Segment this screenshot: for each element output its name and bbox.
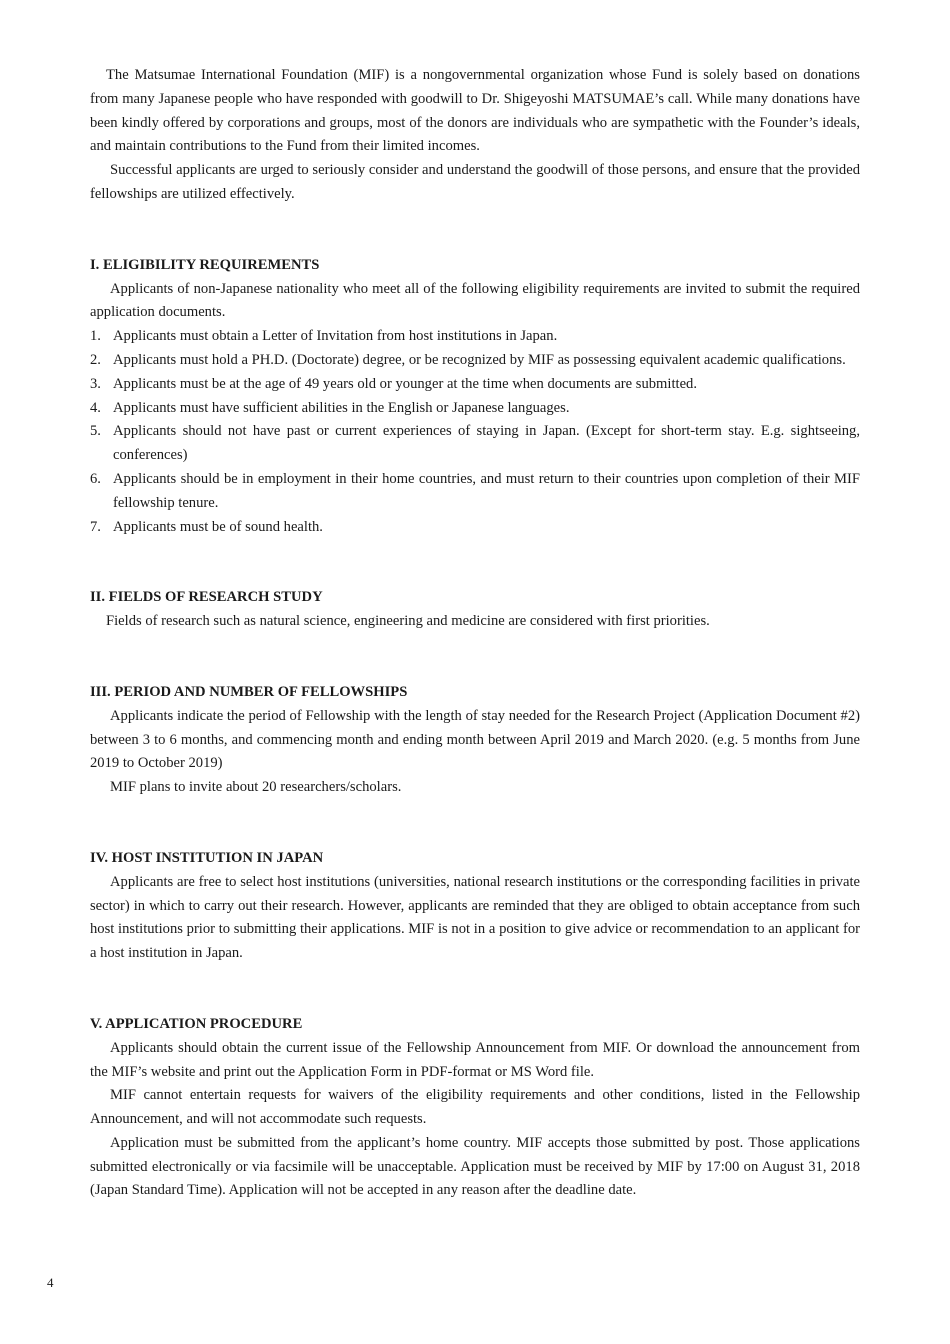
list-item — [90, 325, 860, 349]
list-item — [90, 420, 860, 468]
eligibility-list — [90, 325, 860, 539]
list-item-text: Applicants should be in employment in their home countries, and must return to their countries upon completion of their MIF fellowship tenure. — [113, 470, 860, 511]
list-item-number: 6. — [90, 470, 101, 487]
intro-paragraph: The Matsumae International Foundation (MIF) is a nongovernmental organization whose Fund is solely based on donations from many Japanese people who have responded with goodwill to Dr. Shigeyoshi MATSUMAE’s call. While many donations have been kindly offered by corporations and groups, most of the donors are individuals who are sympathetic with the Founder’s ideals, and maintain contributions to the Fund from their limited incomes. — [90, 67, 860, 155]
list-item-text: Applicants must be at the age of 49 years old or younger at the time when documents are submitted. — [113, 375, 697, 392]
list-item-text: Applicants should not have past or current experiences of staying in Japan. (Except for short-term stay. E.g. sightseeing, conferences) — [113, 423, 860, 464]
list-item-text: Applicants must obtain a Letter of Invitation from host institutions in Japan. — [113, 328, 558, 345]
eligibility-intro: Applicants of non-Japanese nationality who meet all of the following eligibility requirements are invited to submit the required application documents. — [90, 280, 860, 321]
list-item-number: 1. — [90, 328, 101, 345]
list-item-text: Applicants must be of sound health. — [113, 518, 323, 535]
intro-section — [90, 64, 860, 207]
list-item — [90, 373, 860, 397]
document-page — [90, 64, 860, 1203]
host-section — [90, 847, 860, 966]
procedure-paragraph: Applicants should obtain the current issue of the Fellowship Announcement from MIF. Or download the announcement from the MIF’s website and print out the Application Form in PDF-format or MS Word file. — [90, 1039, 860, 1080]
section-heading: III. PERIOD AND NUMBER OF FELLOWSHIPS — [90, 683, 408, 700]
fields-text: Fields of research such as natural science, engineering and medicine are considered with first priorities. — [106, 613, 710, 630]
section-heading: II. FIELDS OF RESEARCH STUDY — [90, 589, 323, 606]
section-heading: IV. HOST INSTITUTION IN JAPAN — [90, 849, 324, 866]
fields-section — [90, 586, 860, 634]
list-item — [90, 349, 860, 373]
period-paragraph: MIF plans to invite about 20 researchers/scholars. — [110, 779, 402, 796]
period-section — [90, 681, 860, 800]
list-item — [90, 468, 860, 516]
list-item-number: 3. — [90, 375, 101, 392]
period-paragraph: Applicants indicate the period of Fellowship with the length of stay needed for the Research Project (Application Document #2) between 3 to 6 months, and commencing month and ending month between April 2019 and March 2020. (e.g. 5 months from June 2019 to October 2019) — [90, 707, 860, 772]
list-item-number: 4. — [90, 399, 101, 416]
section-heading: I. ELIGIBILITY REQUIREMENTS — [90, 256, 320, 273]
list-item — [90, 397, 860, 421]
list-item-text: Applicants must hold a PH.D. (Doctorate) degree, or be recognized by MIF as possessing equivalent academic qualifications. — [113, 351, 846, 368]
list-item-number: 5. — [90, 423, 101, 440]
intro-paragraph: Successful applicants are urged to seriously consider and understand the goodwill of those persons, and ensure that the provided fellowships are utilized effectively. — [90, 162, 860, 202]
list-item-number: 2. — [90, 351, 101, 368]
procedure-section — [90, 1013, 860, 1203]
list-item — [90, 516, 860, 540]
eligibility-section — [90, 254, 860, 540]
procedure-paragraph: Application must be submitted from the applicant’s home country. MIF accepts those submitted by post. Those applications submitted electronically or via facsimile will be unacceptable. Application must be received by MIF by 17:00 on August 31, 2018 (Japan Standard Time). Application will not be accepted in any reason after the deadline date. — [90, 1134, 860, 1199]
list-item-text: Applicants must have sufficient abilities in the English or Japanese languages. — [113, 399, 570, 416]
procedure-paragraph: MIF cannot entertain requests for waivers of the eligibility requirements and other conditions, listed in the Fellowship Announcement, and will not accommodate such requests. — [90, 1087, 860, 1128]
section-heading: V. APPLICATION PROCEDURE — [90, 1015, 303, 1032]
page-number: 4 — [47, 1275, 54, 1290]
host-paragraph: Applicants are free to select host institutions (universities, national research institutions or the corresponding facilities in private sector) in which to carry out their research. However, applicants are reminded that they are obliged to obtain acceptance from such host institutions prior to submitting their applications. MIF is not in a position to give advice or recommendation to an applicant for a host institution in Japan. — [90, 873, 860, 962]
list-item-number: 7. — [90, 518, 101, 535]
